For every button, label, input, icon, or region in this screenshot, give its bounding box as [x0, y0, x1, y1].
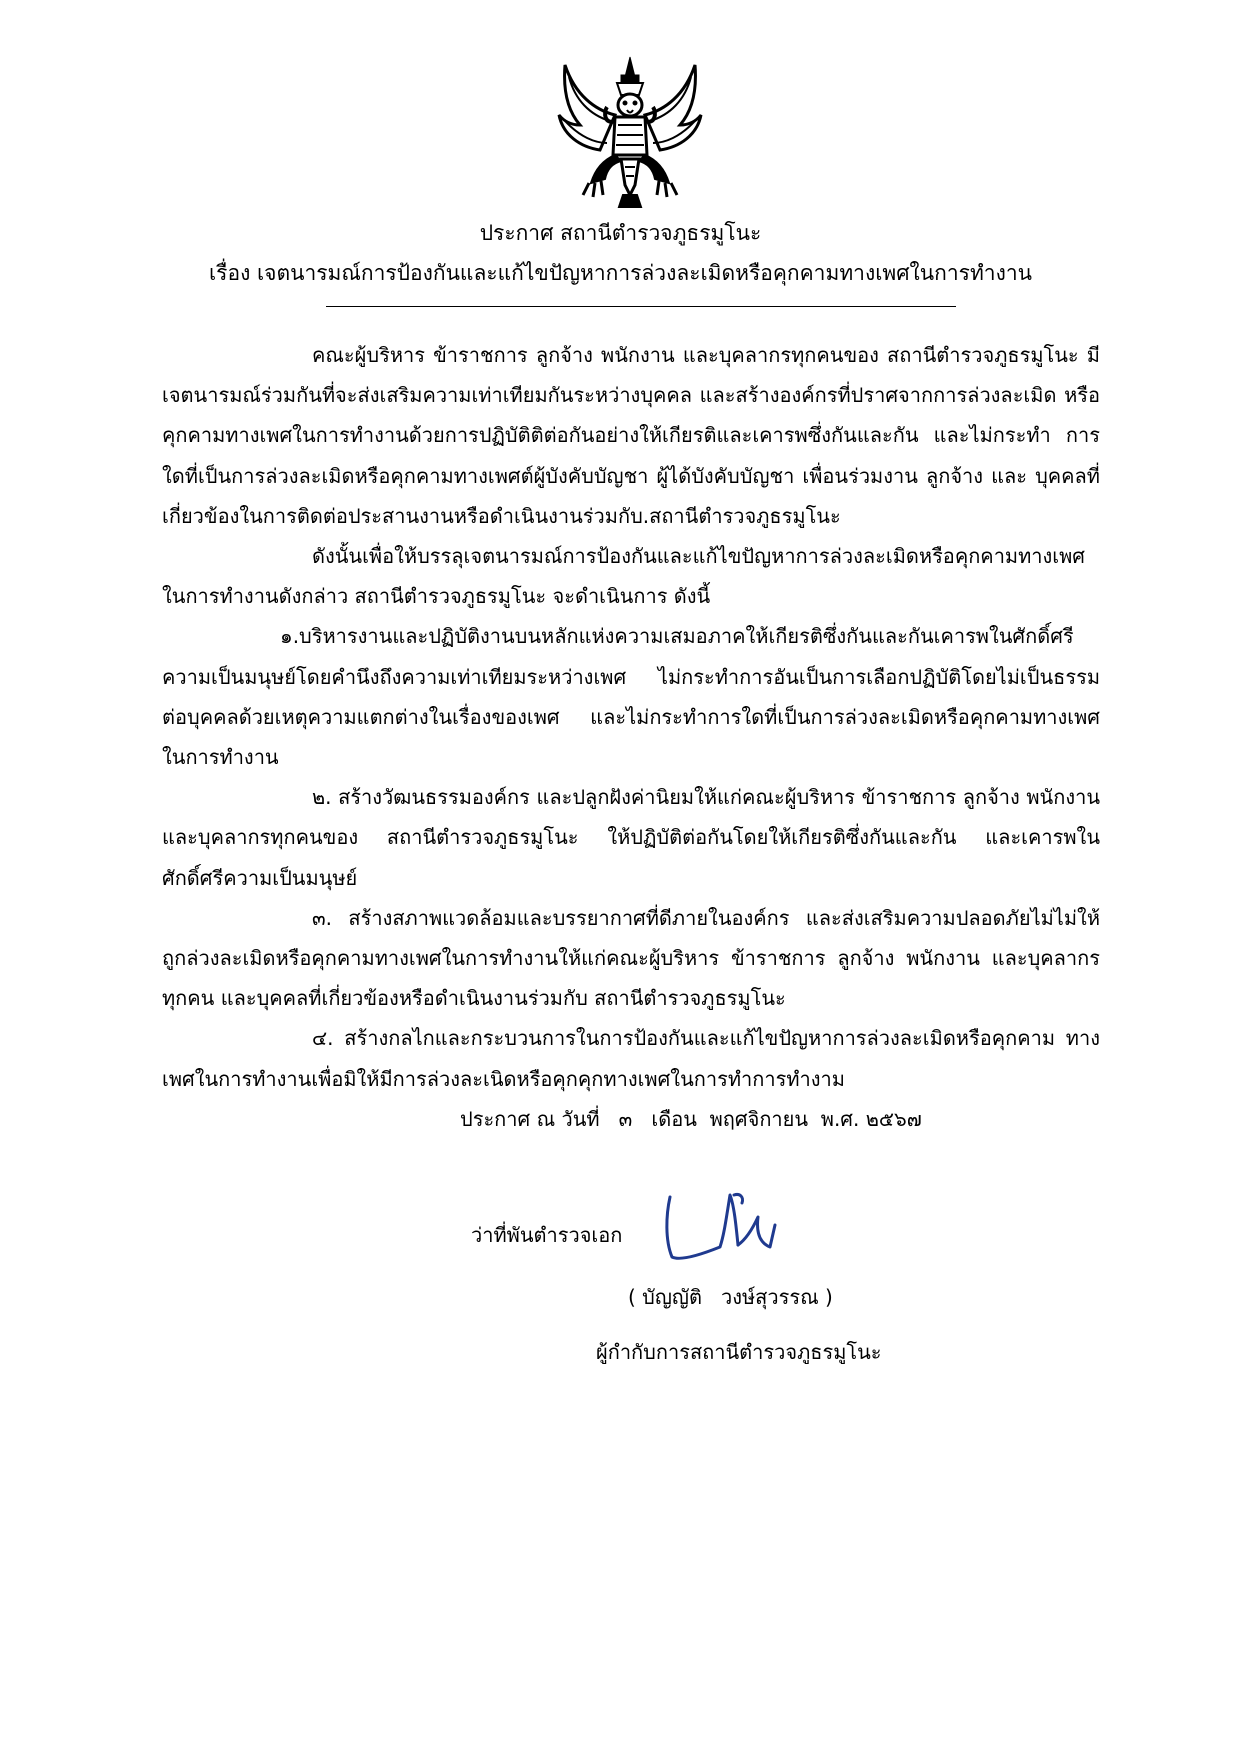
announcement-subject: เรื่อง เจตนารมณ์การป้องกันและแก้ไขปัญหาการล่วงละเมิดหรือคุกคามทางเพศในการทำงาน	[209, 261, 1032, 285]
signer-name: ( บัญญัติ วงษ์สุวรรณ )	[628, 1285, 833, 1309]
announcement-date: ประกาศ ณ วันที่ ๓ เดือน พฤศจิกายน พ.ศ. ๒๕๖๗	[460, 1107, 922, 1131]
title-divider	[326, 306, 956, 307]
garuda-emblem-icon	[555, 55, 705, 210]
measure-4-paragraph: ๔. สร้างกลไกและกระบวนการในการป้องกันและแก้ไขปัญหาการล่วงละเมิดหรือคุกคาม ทางเพศในการทำงานเพื่อมิให้มีการล่วงละเนิดหรือคุกคุกทางเพศในการทำการทำงาม	[162, 1026, 1100, 1091]
measure-3-paragraph: ๓. สร้างสภาพแวดล้อมและบรรยากาศที่ดีภายในองค์กร และส่งเสริมความปลอดภัยไม่ไม่ให้ ถูกล่วงละเมิดหรือคุกคามทางเพศในการทำงานให้แก่คณะผู้บริหาร ข้าราชการ ลูกจ้าง พนักงาน และบุคลากร ทุกคน และบุคคลที่เกี่ยวข้องหรือดำเนินงานร่วมกับ สถานีตำรวจภูธรมูโนะ	[162, 905, 1100, 1011]
measure-2-paragraph: ๒. สร้างวัฒนธรรมองค์กร และปลูกฝังค่านิยมให้แก่คณะผู้บริหาร ข้าราชการ ลูกจ้าง พนักงาน และบุคลากรทุกคนของ สถานีตำรวจภูธรมูโนะ ให้ปฏิบัติต่อกันโดยให้เกียรติซึ่งกันและกัน และเคารพใน ศักดิ์ศรีความเป็นมนุษย์	[162, 785, 1100, 890]
signer-position: ผู้กำกับการสถานีตำรวจภูธรมูโนะ	[596, 1340, 882, 1364]
handwritten-signature	[660, 1185, 795, 1275]
announcement-title: ประกาศ สถานีตำรวจภูธรมูโนะ	[479, 221, 762, 245]
intro-paragraph: คณะผู้บริหาร ข้าราชการ ลูกจ้าง พนักงาน และบุคลากรทุกคนของ สถานีตำรวจภูธรมูโนะ มีเจตนารมณ์ร่วมกันที่จะส่งเสริมความเท่าเทียมกันระหว่างบุคคล และสร้างองค์กรที่ปราศจากการล่วงละเมิด หรือคุกคามทางเพศในการทำงานด้วยการปฏิบัติติต่อกันอย่างให้เกียรติและเคารพซึ่งกันและกัน และไม่กระทำ การใดที่เป็นการล่วงละเมิดหรือคุกคามทางเพศต์ผู้บังคับบัญชา ผู้ได้บังคับบัญชา เพื่อนร่วมงาน ลูกจ้าง และ บุคคลที่เกี่ยวข้องในการติดต่อประสานงานหรือดำเนินงานร่วมกับ.สถานีตำรวจภูธรมูโนะ	[162, 343, 1100, 528]
action-intro-paragraph: ดังนั้นเพื่อให้บรรลุเจตนารมณ์การป้องกันและแก้ไขปัญหาการล่วงละเมิดหรือคุกคามทางเพศ ในการทำงานดังกล่าว สถานีตำรวจภูธรมูโนะ จะดำเนินการ ดังนี้	[162, 544, 1085, 609]
signer-rank: ว่าที่พันตำรวจเอก	[471, 1223, 623, 1247]
announcement-body	[162, 335, 1100, 1099]
measure-1-paragraph: ๑.บริหารงานและปฏิบัติงานบนหลักแห่งความเสมอภาคให้เกียรติซึ่งกันและกันเคารพในศักดิ์ศรี ความเป็นมนุษย์โดยคำนึงถึงความเท่าเทียมระหว่างเพศ ไม่กระทำการอันเป็นการเลือกปฏิบัติโดยไม่เป็นธรรม ต่อบุคคลด้วยเหตุความแตกต่างในเรื่องของเพศ และไม่กระทำการใดที่เป็นการล่วงละเมิดหรือคุกคามทางเพศ ในการทำงาน	[162, 624, 1100, 770]
